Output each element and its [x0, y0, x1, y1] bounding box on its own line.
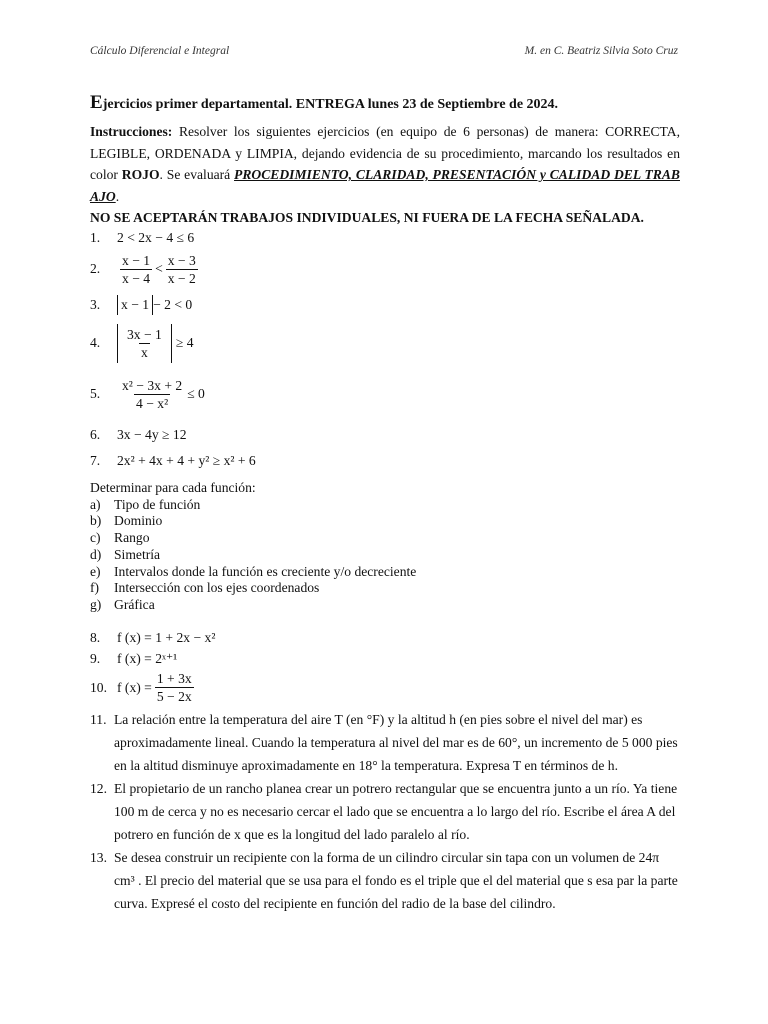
item-text: Tipo de función [114, 496, 201, 512]
exercise-number: 5. [90, 386, 101, 401]
list-item [90, 513, 680, 530]
title-initial: E [90, 92, 103, 113]
exercise-number: 6. [90, 427, 101, 442]
item-label: g) [90, 596, 102, 612]
exercise-expression: 2x² + 4x + 4 + y² ≥ x² + 6 [117, 453, 256, 468]
title-text: jercicios primer departamental. ENTREGA lunes 23 de Septiembre de 2024. [102, 97, 559, 112]
numerator: x − 3 [167, 252, 196, 268]
item-label: f) [90, 580, 100, 596]
item-text: Intersección con los ejes coordenados [114, 580, 320, 596]
fraction [125, 326, 164, 361]
document-title [90, 93, 680, 115]
exercise-number: 1. [90, 230, 101, 245]
item-text: Gráfica [114, 596, 155, 612]
list-item [90, 497, 680, 514]
operator: < [155, 261, 163, 276]
determine-section [90, 480, 680, 614]
item-text: Rango [114, 530, 150, 546]
function-10 [90, 670, 680, 706]
problem-11 [90, 708, 680, 777]
denominator: 4 − x² [136, 395, 169, 411]
numerator: x² − 3x + 2 [122, 377, 183, 393]
fraction [166, 252, 198, 287]
exercise-number: 4. [90, 335, 101, 350]
absolute-value [117, 324, 172, 363]
item-text: Intervalos donde la función es creciente y/o decreciente [114, 563, 417, 579]
exercise-expression: ≥ 4 [175, 335, 194, 350]
exercise-7 [90, 448, 680, 474]
exercise-4 [90, 320, 680, 366]
instructions-end: . [115, 188, 120, 204]
exercise-number: 7. [90, 453, 101, 468]
instructions-text-2: . Se evaluará [159, 167, 235, 182]
instructions-color: ROJO [121, 167, 160, 182]
item-label: e) [90, 563, 101, 579]
problem-text: El propietario de un rancho planea crear un potrero rectangular que se encuentra junto a un río. Ya tiene 100 m de cerca y no es necesario cercar el lado que se encuentra a lo largo del río. Escribe el área A del potrero en función de x que es la longitud del lado paralelo al río. [114, 780, 678, 842]
evaluation-criteria: PROCEDIMIENTO, CLARIDAD, PRESENTACIÓN y CALIDAD DEL TRAB AJO [90, 167, 680, 204]
fraction [120, 252, 152, 287]
instructions-label: Instrucciones: [90, 124, 173, 139]
problem-12 [90, 777, 680, 846]
item-text: Dominio [114, 513, 163, 529]
numerator: 3x − 1 [127, 326, 162, 342]
function-expression: f (x) = 2ˣ⁺¹ [117, 651, 178, 667]
item-label: a) [90, 496, 101, 512]
item-label: c) [90, 530, 101, 546]
list-item [90, 580, 680, 597]
numerator: 1 + 3x [156, 671, 192, 687]
instructions-paragraph [90, 121, 680, 207]
fraction [155, 670, 194, 705]
problem-number: 12. [90, 780, 107, 796]
denominator: x − 2 [167, 270, 196, 286]
exercise-expression: ≤ 0 [187, 386, 205, 401]
exercise-3 [90, 290, 680, 320]
exercise-5 [90, 366, 680, 422]
list-item [90, 547, 680, 564]
problem-13 [90, 846, 680, 915]
document-body [90, 93, 680, 915]
problem-number: 11. [90, 711, 107, 727]
function-lhs: f (x) = [117, 679, 152, 695]
item-label: d) [90, 546, 102, 562]
function-number: 9. [90, 651, 101, 667]
exercise-number: 3. [90, 297, 101, 312]
exercise-2 [90, 248, 680, 290]
instructions-text-1: Resolver los siguientes ejercicios (en equipo de 6 personas) de manera: CORRECTA, LEGIBLE, ORDENADA y LIMPIA, dejando evidencia de su procedimiento, marcando los resultados en color [90, 124, 680, 182]
problem-number: 13. [90, 849, 107, 865]
exercise-expression: 3x − 4y ≥ 12 [117, 427, 187, 442]
exercise-expression: 2 < 2x − 4 ≤ 6 [117, 230, 195, 245]
list-item [90, 564, 680, 581]
determine-intro: Determinar para cada función: [90, 480, 256, 495]
absolute-value: x − 1 [117, 295, 153, 315]
list-item [90, 597, 680, 614]
header-course: Cálculo Diferencial e Integral [90, 45, 230, 57]
numerator: x − 1 [122, 252, 151, 268]
function-8 [90, 628, 680, 649]
header-author: M. en C. Beatriz Silvia Soto Cruz [524, 45, 678, 57]
list-item [90, 530, 680, 547]
fraction [120, 377, 184, 412]
exercise-number: 2. [90, 261, 101, 276]
exercise-1 [90, 228, 680, 248]
problem-text: La relación entre la temperatura del aire T (en °F) y la altitud h (en pies sobre el nivel del mar) es aproximadamente lineal. Cuando la temperatura al nivel del mar es de 60°, un incremento de 5 000 pies en la altitud disminuye aproximadamente en 18° la temperatura. Expresa T en términos de h. [114, 711, 678, 773]
denominator: x [141, 344, 148, 360]
function-9 [90, 649, 680, 670]
exercise-expression: − 2 < 0 [153, 297, 193, 312]
item-text: Simetría [114, 546, 161, 562]
exercise-6 [90, 422, 680, 448]
denominator: x − 4 [122, 270, 151, 286]
problems-section [90, 708, 680, 915]
function-number: 10. [90, 679, 107, 695]
item-label: b) [90, 513, 102, 529]
function-number: 8. [90, 630, 101, 646]
functions-section [90, 628, 680, 706]
notice-text: NO SE ACEPTARÁN TRABAJOS INDIVIDUALES, NI FUERA DE LA FECHA SEÑALADA. [90, 210, 644, 225]
denominator: 5 − 2x [156, 689, 192, 705]
function-expression: f (x) = 1 + 2x − x² [117, 630, 216, 646]
problem-text: Se desea construir un recipiente con la forma de un cilindro circular sin tapa con un volumen de 24π cm³ . El precio del material que se usa para el fondo es el triple que el del material que s esa par la parte curva. Expresé el costo del recipiente en función del radio de la base del cilindro. [114, 849, 678, 911]
